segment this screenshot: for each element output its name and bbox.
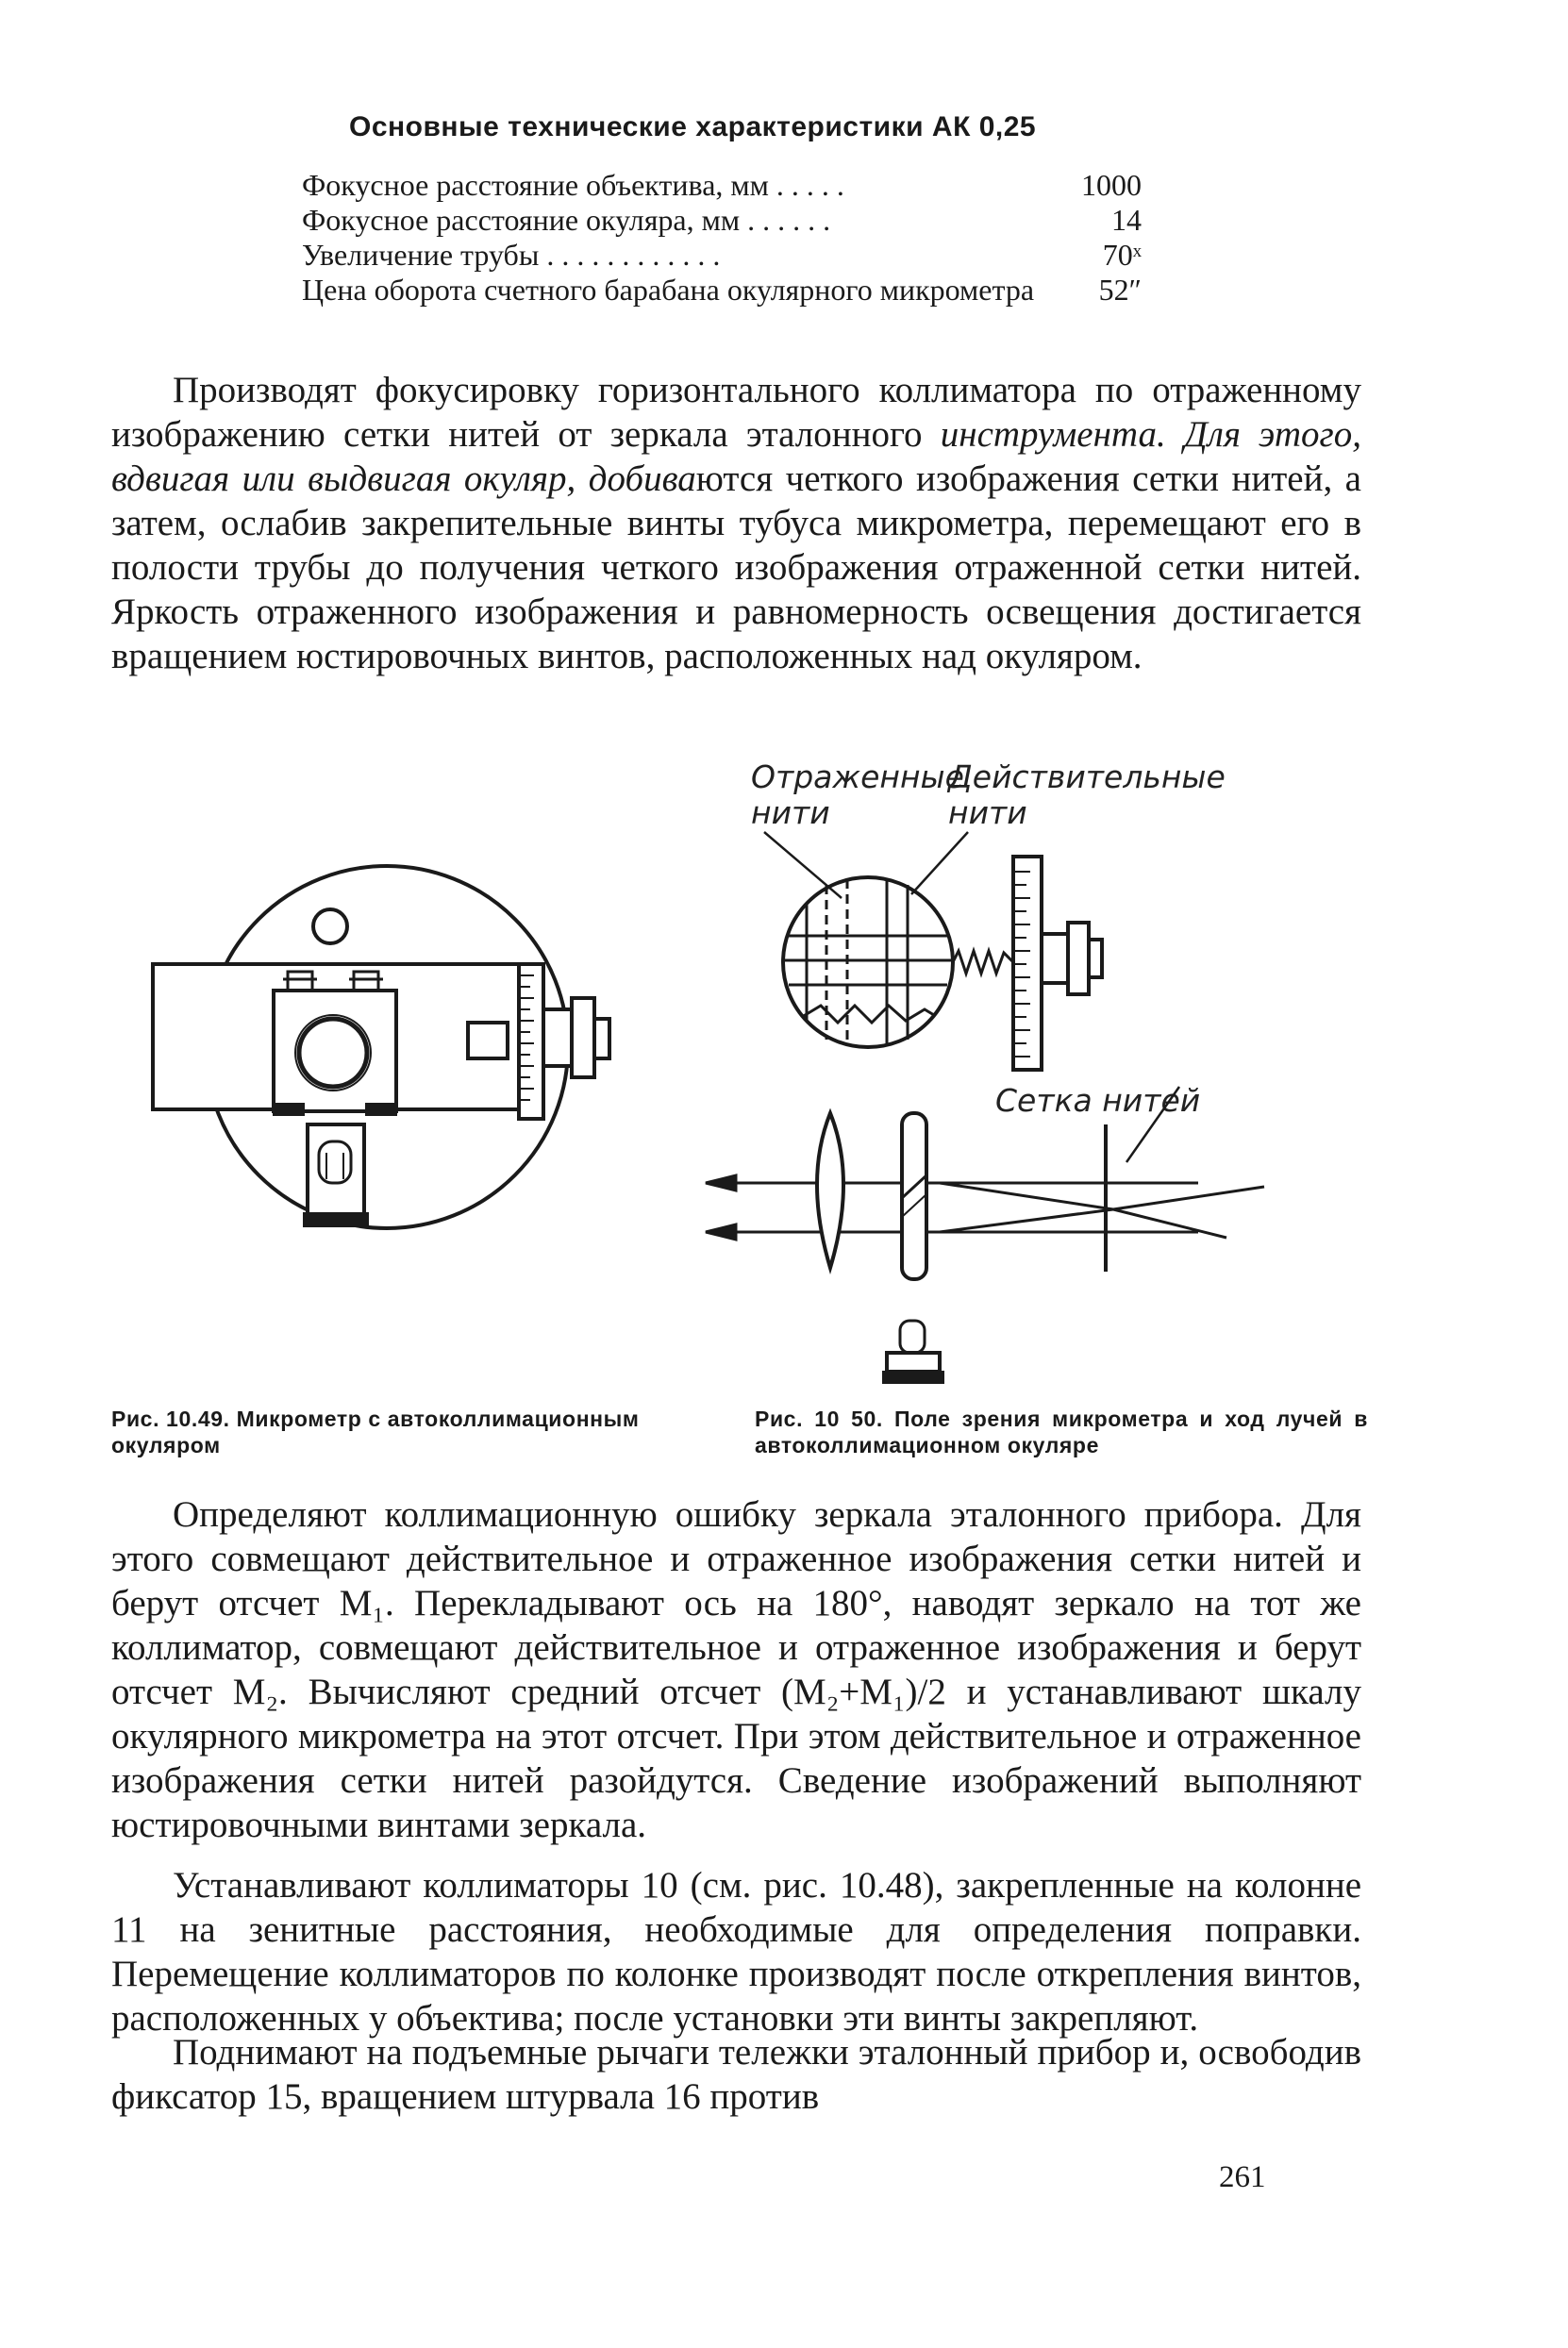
paragraph-4 bbox=[111, 2030, 1361, 2119]
screw-hole bbox=[313, 909, 347, 943]
spec-label: Увеличение трубы . . . . . . . . . . . . bbox=[302, 238, 721, 272]
paragraph-1 bbox=[111, 368, 1361, 678]
paragraph-3 bbox=[111, 1863, 1361, 2040]
lamp-holder bbox=[308, 1124, 364, 1217]
spec-row bbox=[302, 168, 1151, 203]
spring bbox=[953, 951, 1013, 974]
lamp-block bbox=[274, 991, 396, 1111]
spec-label: Фокусное расстояние объектива, мм . . . . . bbox=[302, 168, 844, 202]
label-thread-grid: Сетка нитей bbox=[995, 1082, 1201, 1119]
spec-value: 14 bbox=[1111, 203, 1142, 237]
objective-lens bbox=[817, 1113, 843, 1268]
paragraph-3-text: Устанавливают коллиматоры 10 (см. рис. 10.48), закрепленные на колонне 11 на зенитные расстояния, необходимые для определения поправки. Перемещение коллиматоров по колонке производят после открепления винтов, расположенных у объектива; после установки эти винты закрепляют. bbox=[111, 1865, 1361, 2039]
spec-value: 1000 bbox=[1081, 168, 1142, 202]
paragraph-4-text: Поднимают на подъемные рычаги тележки эталонный прибор и, освободив фиксатор 15, вращением штурвала 16 против bbox=[111, 2032, 1361, 2117]
spec-row bbox=[302, 273, 1151, 308]
spec-label: Фокусное расстояние окуляра, мм . . . . . . bbox=[302, 203, 831, 237]
field-of-view-circle bbox=[783, 877, 953, 1047]
side-clamp bbox=[468, 1023, 508, 1058]
caption-fig-10-49: Рис. 10.49. Микрометр с автоколлимационным окуляром bbox=[111, 1407, 640, 1457]
page-number: 261 bbox=[1219, 2160, 1266, 2194]
paragraph-1-italic: инструмента. Для этого, вдвигая или выдвигая окуляр, добива bbox=[111, 414, 1361, 499]
spec-row bbox=[302, 238, 1151, 273]
label-actual-threads: Действительные нити bbox=[948, 758, 1226, 831]
specs-table bbox=[302, 168, 1151, 308]
lamp bbox=[900, 1321, 925, 1353]
spec-row bbox=[302, 203, 1151, 238]
label-reflected-threads: Отраженные нити bbox=[751, 758, 964, 831]
spec-value: 52″ bbox=[1098, 273, 1142, 307]
paragraph-2 bbox=[111, 1492, 1361, 1847]
figure-10-49-micrometer bbox=[142, 858, 670, 1255]
caption-fig-10-50: Рис. 10 50. Поле зрения микрометра и ход лучей в автоколлимационном окуляре bbox=[755, 1407, 1368, 1457]
figure-10-50-field-of-view bbox=[698, 830, 1283, 1396]
spec-value: 70ˣ bbox=[1102, 238, 1142, 272]
paragraph-2-text: Определяют коллимационную ошибку зеркала эталонного прибора. Для этого совмещают действительное и отраженное изображения сетки нитей и берут отсчет M₁. Перекладывают ось на 180°, наводят зеркало на тот же коллиматор, совмещают действительное и отраженное изображения и берут отсчет M₂. Вычисляют средний отсчет (M₂+M₁)/2 и устанавливают шкалу окулярного микрометра на этот отсчет. При этом действительное и отраженное изображения сетки нитей разойдутся. Сведение изображений выполняют юстировочными винтами зеркала. bbox=[111, 1494, 1361, 1845]
specs-title: Основные технические характеристики АК 0,25 bbox=[349, 111, 1037, 142]
paragraph-1-text-end: ются четкого изображения сетки нитей, а затем, ослабив закрепительные винты тубуса микрометра, перемещают его в полости трубы до получения четкого изображения отраженной сетки нитей. Яркость отраженного изображения и равномерность освещения достигается вращением юстировочных винтов, расположенных над окуляром. bbox=[111, 458, 1361, 676]
spec-label: Цена оборота счетного барабана окулярного микрометра bbox=[302, 273, 1035, 307]
paragraph-1-text: Производят фокусировку горизонтального коллиматора по отраженному изображению сетки нитей от зеркала эталонного bbox=[111, 370, 1361, 455]
